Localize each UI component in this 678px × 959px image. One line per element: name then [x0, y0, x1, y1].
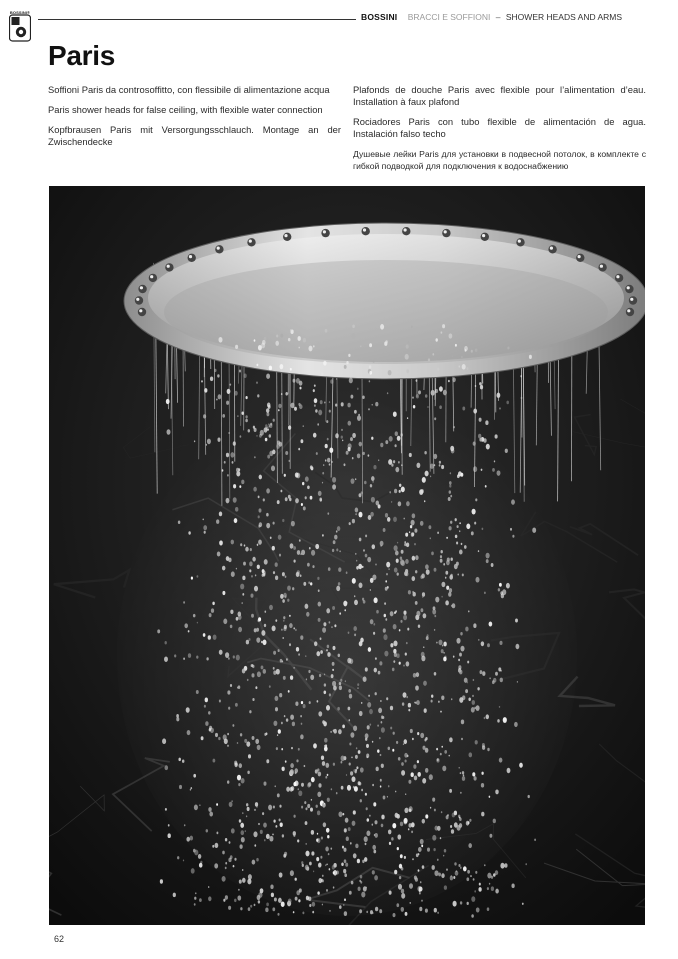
category-italian: BRACCI E SOFFIONI	[407, 12, 491, 22]
description-spanish: Rociadores Paris con tubo flexible de alimentación de agua. Instalación falso techo	[353, 116, 646, 139]
description-german: Kopfbrausen Paris mit Versorgungsschlauch. Montage an der Zwischendecke	[48, 124, 341, 147]
shower-head-plate	[124, 223, 645, 379]
page-title: Paris	[48, 40, 115, 71]
rain-shower-photo	[49, 186, 645, 925]
category-english: SHOWER HEADS AND ARMS	[505, 12, 623, 22]
logo-wordmark: BOSSINI®	[9, 10, 31, 15]
description-russian: Душевые лейки Paris для установки в подвесной потолок, в комплекте с гибкой подводкой для подключения к водоснабжению	[353, 149, 646, 171]
page-number: 62	[54, 934, 65, 944]
description-column-left	[48, 84, 341, 156]
description-column-right	[353, 84, 646, 180]
brand-name: BOSSINI	[361, 12, 398, 22]
header-rule	[38, 19, 356, 20]
description-english: Paris shower heads for false ceiling, with flexible water connection	[48, 104, 323, 115]
product-photo	[49, 186, 645, 925]
header-breadcrumb	[361, 12, 622, 22]
breadcrumb-separator: –	[495, 12, 501, 22]
description-french: Plafonds de douche Paris avec flexible pour l’alimentation d’eau. Installation à faux plafond	[353, 84, 646, 107]
description-italian: Soffioni Paris da controsoffitto, con flessibile di alimentazione acqua	[48, 84, 330, 95]
